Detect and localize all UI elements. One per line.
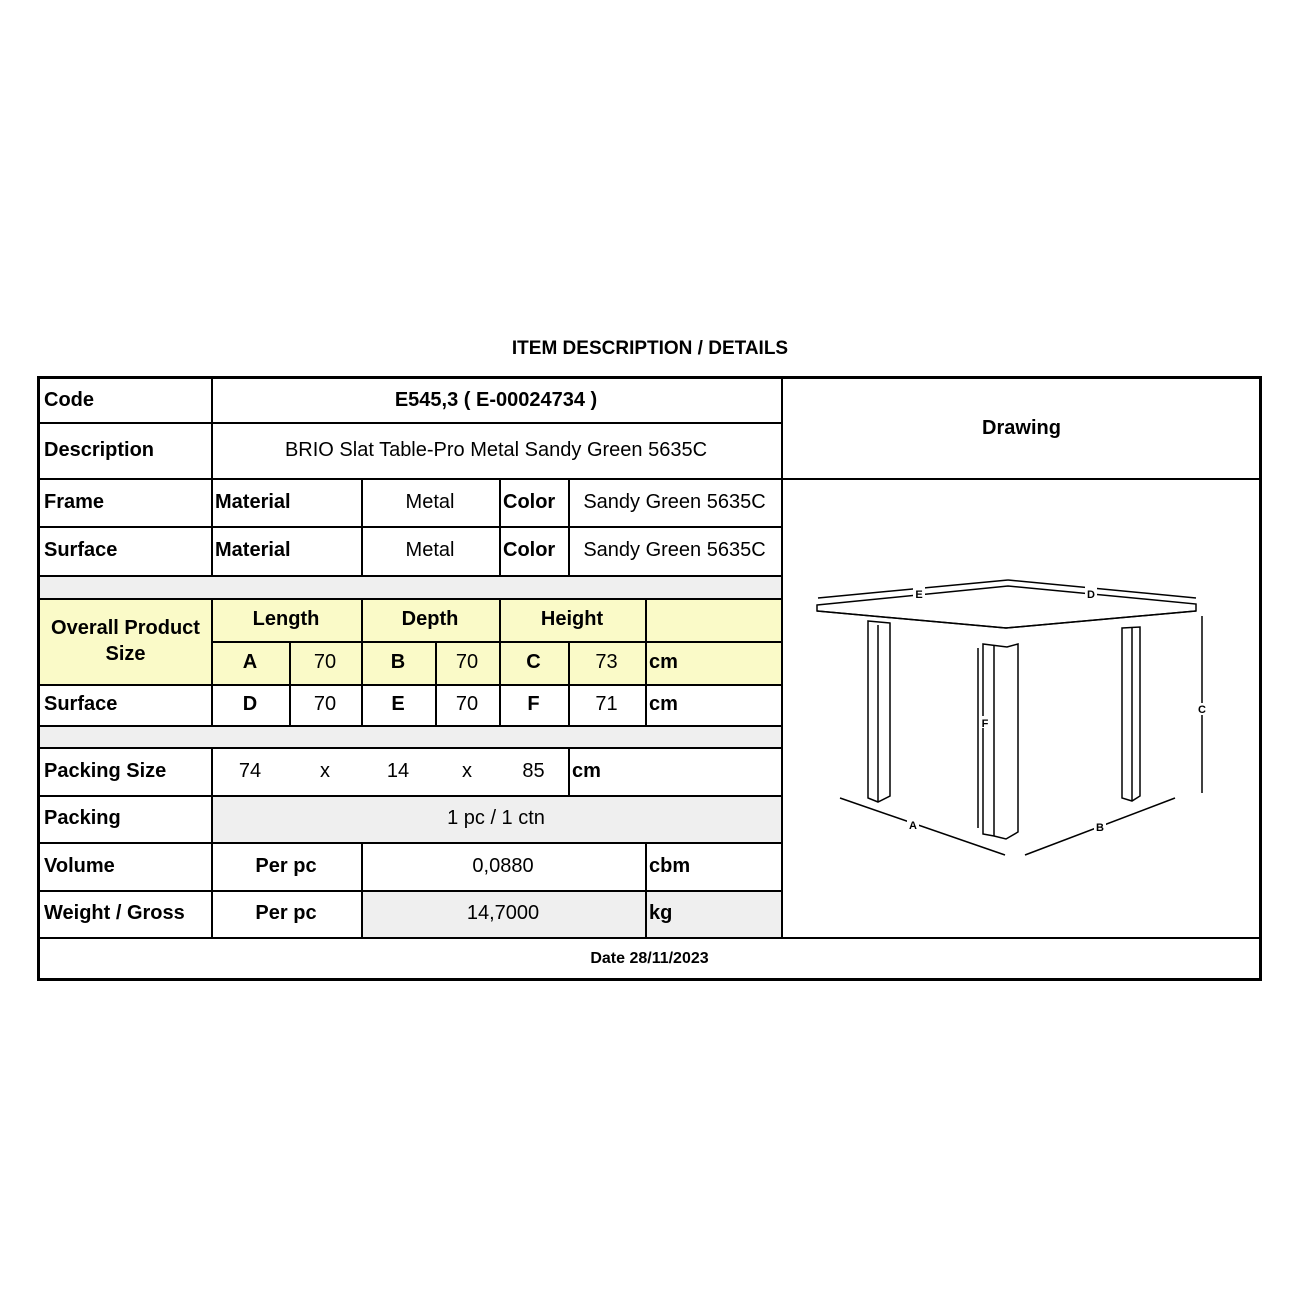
packing-height: 85 [522, 759, 545, 782]
dim-b-label: B [390, 651, 406, 673]
dimension-a-line [840, 798, 1005, 855]
table-leg [983, 644, 1018, 839]
volume-value: 0,0880 [472, 854, 534, 877]
dim-a-label: A [242, 651, 258, 673]
surface-material: Metal [405, 539, 455, 561]
dimension-b-label: B [1096, 822, 1104, 834]
packing-x1: x [320, 759, 330, 782]
packing-width: 14 [386, 759, 410, 782]
overall-unit: cm [649, 651, 678, 673]
dim-c-label: C [526, 651, 541, 673]
volume-per: Per pc [255, 854, 317, 877]
packing-x2: x [462, 759, 472, 782]
code-label: Code [44, 389, 94, 411]
volume-unit: cbm [649, 854, 691, 877]
frame-color: Sandy Green 5635C [583, 490, 766, 513]
packing-size-label: Packing Size [44, 759, 167, 782]
dim-f-label: F [527, 693, 540, 715]
date: Date 28/11/2023 [590, 950, 709, 967]
surface-material-label: Material [215, 539, 291, 561]
surface-size-label: Surface [44, 693, 118, 715]
description-value: BRIO Slat Table-Pro Metal Sandy Green 5635C [284, 438, 708, 461]
weight-per: Per pc [255, 902, 317, 924]
weight-value: 14,7000 [466, 902, 540, 924]
weight-label: Weight / Gross [44, 902, 185, 924]
overall-size-label: Overall Product Size [51, 617, 200, 665]
packing-length: 74 [238, 759, 262, 782]
dimension-d-label: D [1087, 589, 1095, 601]
dimension-f-label: F [981, 718, 989, 730]
table-leg [1122, 627, 1140, 801]
dimension-c-label: C [1198, 704, 1206, 716]
dimension-e-label: E [915, 589, 923, 601]
spacer-row [40, 575, 781, 598]
frame-material-label: Material [215, 490, 291, 513]
dim-d-value: 70 [313, 693, 337, 715]
dim-c-value: 73 [595, 651, 618, 673]
weight-unit: kg [649, 902, 673, 924]
dim-e-label: E [391, 693, 405, 715]
surface-label: Surface [44, 539, 118, 561]
packing-value: 1 pc / 1 ctn [447, 807, 545, 829]
surface-color-label: Color [503, 539, 556, 561]
dim-a-value: 70 [313, 651, 337, 673]
packing-label: Packing [44, 807, 121, 829]
dim-f-value: 71 [595, 693, 618, 715]
packing-size-unit: cm [572, 759, 601, 782]
dimension-a-label: A [909, 820, 917, 832]
length-label: Length [252, 608, 320, 630]
frame-label: Frame [44, 490, 105, 513]
description-label: Description [44, 438, 155, 461]
table-drawing [780, 478, 1259, 936]
frame-material: Metal [405, 490, 455, 513]
frame-color-label: Color [503, 490, 556, 513]
dim-d-label: D [242, 693, 258, 715]
page-title: ITEM DESCRIPTION / DETAILS [511, 338, 789, 359]
volume-label: Volume [44, 854, 115, 877]
dim-e-value: 70 [455, 693, 479, 715]
surface-color: Sandy Green 5635C [583, 539, 766, 561]
drawing-label: Drawing [982, 417, 1061, 439]
depth-label: Depth [401, 608, 459, 630]
spacer-row [40, 725, 781, 747]
surface-size-unit: cm [649, 693, 678, 715]
dim-b-value: 70 [455, 651, 479, 673]
table-leg [868, 621, 890, 802]
height-label: Height [540, 608, 604, 630]
code-value: E545,3 ( E-00024734 ) [394, 389, 598, 411]
